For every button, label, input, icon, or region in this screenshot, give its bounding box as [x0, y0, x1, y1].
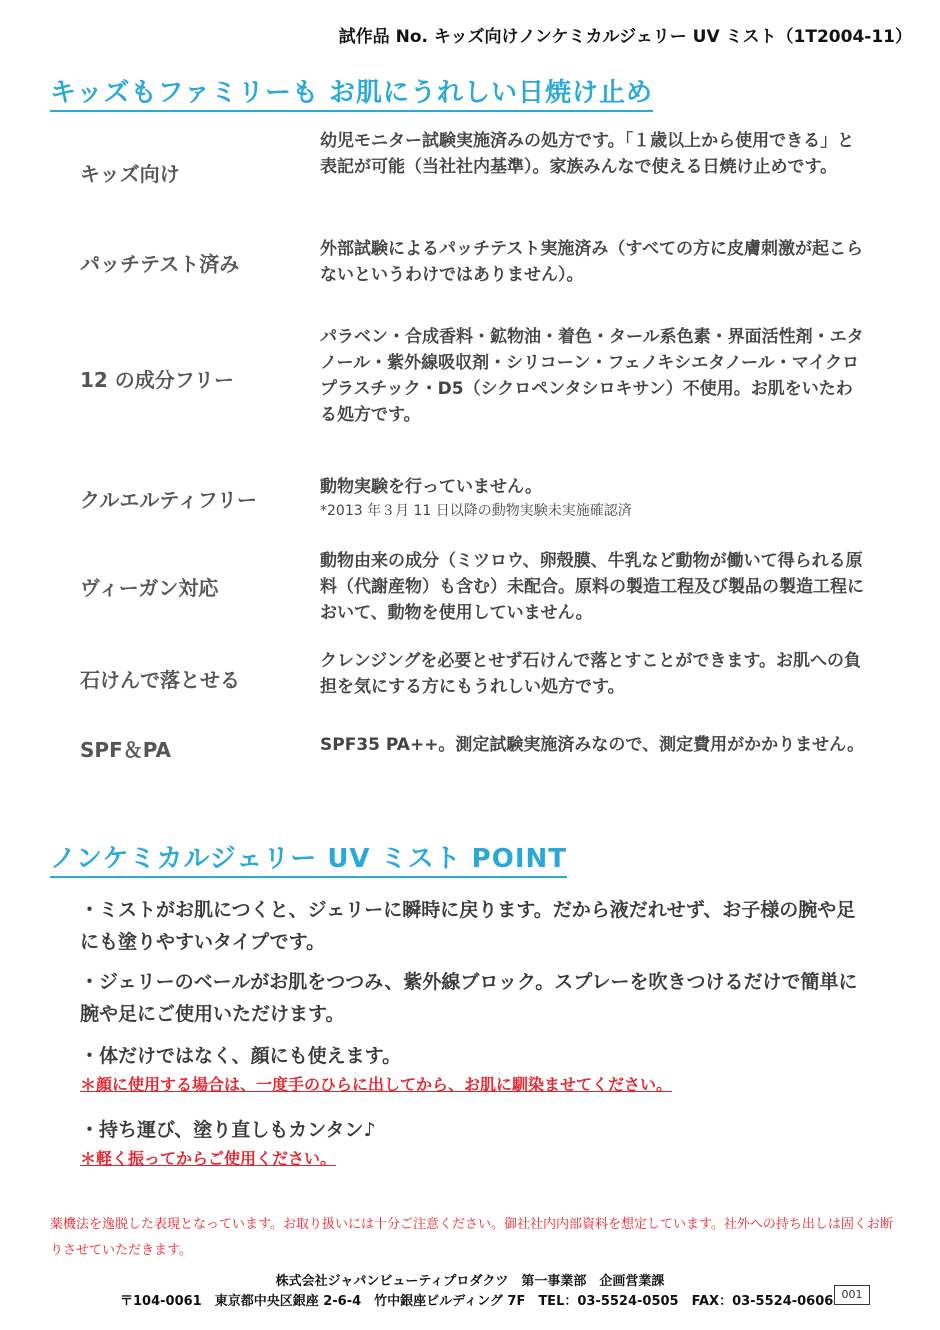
disclaimer-text: 薬機法を逸脱した表現となっています。お取り扱いには十分ご注意ください。御社社内内部資料を想定しています。社外への持ち出しは固くお断りさせていただきます。: [50, 1217, 893, 1258]
feature-label: パッチテスト済み: [80, 252, 240, 276]
feature-footnote: *2013 年３月 11 日以降の動物実験未実施確認済: [320, 503, 632, 519]
feature-description: パラベン・合成香料・鉱物油・着色・タール系色素・界面活性剤・エタノール・紫外線吸収剤・シリコーン・フェノキシエタノール・マイクロプラスチック・D5（シクロペンタシロキサン）不使用。お肌をいたわる処方です。: [320, 327, 864, 425]
feature-label: クルエルティフリー: [80, 488, 257, 512]
point-text: ・ミストがお肌につくと、ジェリーに瞬時に戻ります。だから液だれせず、お子様の腕や足にも塗りやすいタイプです。: [80, 899, 856, 953]
point-item: [80, 1040, 860, 1098]
feature-description: 動物由来の成分（ミツロウ、卵殻膜、牛乳など動物が働いて得られる原料（代謝産物）も含む）未配合。原料の製造工程及び製品の製造工程において、動物を使用していません。: [320, 551, 864, 623]
point-item: [80, 1114, 860, 1172]
feature-description: 幼児モニター試験実施済みの処方です。「１歳以上から使用できる」と表記が可能（当社社内基準）。家族みんなで使える日焼け止めです。: [320, 131, 855, 177]
feature-description: 外部試験によるパッチテスト実施済み（すべての方に皮膚刺激が起こらないというわけではありません）。: [320, 239, 863, 285]
point-item: [80, 966, 860, 1030]
page-code-box: 001: [834, 1285, 870, 1305]
section-heading-features: キッズもファミリーも お肌にうれしい日焼け止め: [50, 72, 653, 112]
point-warning: ＊顔に使用する場合は、一度手のひらに出してから、お肌に馴染ませてください。: [80, 1075, 673, 1094]
point-item: [80, 894, 860, 958]
company-name: 株式会社ジャパンビューティプロダクツ 第一事業部 企画営業課: [275, 1274, 665, 1289]
company-address: 〒104-0061 東京都中央区銀座 2-6-4 竹中銀座ビルディング 7F TEL：03-5524-0505 FAX：03-5524-0606: [120, 1294, 834, 1309]
document-title: 試作品 No. キッズ向けノンケミカルジェリー UV ミスト（1T2004-11）: [338, 27, 912, 47]
feature-description: SPF35 PA++。測定試験実施済みなので、測定費用がかかりません。: [320, 735, 865, 755]
feature-description: [320, 474, 865, 522]
feature-label: 12 の成分フリー: [80, 368, 234, 392]
point-text: ・体だけではなく、顔にも使えます。: [80, 1045, 402, 1067]
feature-description-text: 動物実験を行っていません。: [320, 477, 543, 497]
point-warning: ＊軽く振ってからご使用ください。: [80, 1149, 337, 1168]
section-heading-point: ノンケミカルジェリー UV ミスト POINT: [50, 838, 567, 878]
feature-description: クレンジングを必要とせず石けんで落とすことができます。お肌への負担を気にする方にもうれしい処方です。: [320, 651, 862, 697]
feature-label: ヴィーガン対応: [80, 576, 219, 600]
feature-label: 石けんで落とせる: [80, 668, 240, 692]
feature-label: SPF＆PA: [80, 738, 172, 762]
point-text: ・ジェリーのベールがお肌をつつみ、紫外線ブロック。スプレーを吹きつけるだけで簡単に腕や足にご使用いただけます。: [80, 971, 858, 1025]
point-text: ・持ち運び、塗り直しもカンタン♪: [80, 1119, 376, 1141]
feature-label: キッズ向け: [80, 162, 180, 186]
